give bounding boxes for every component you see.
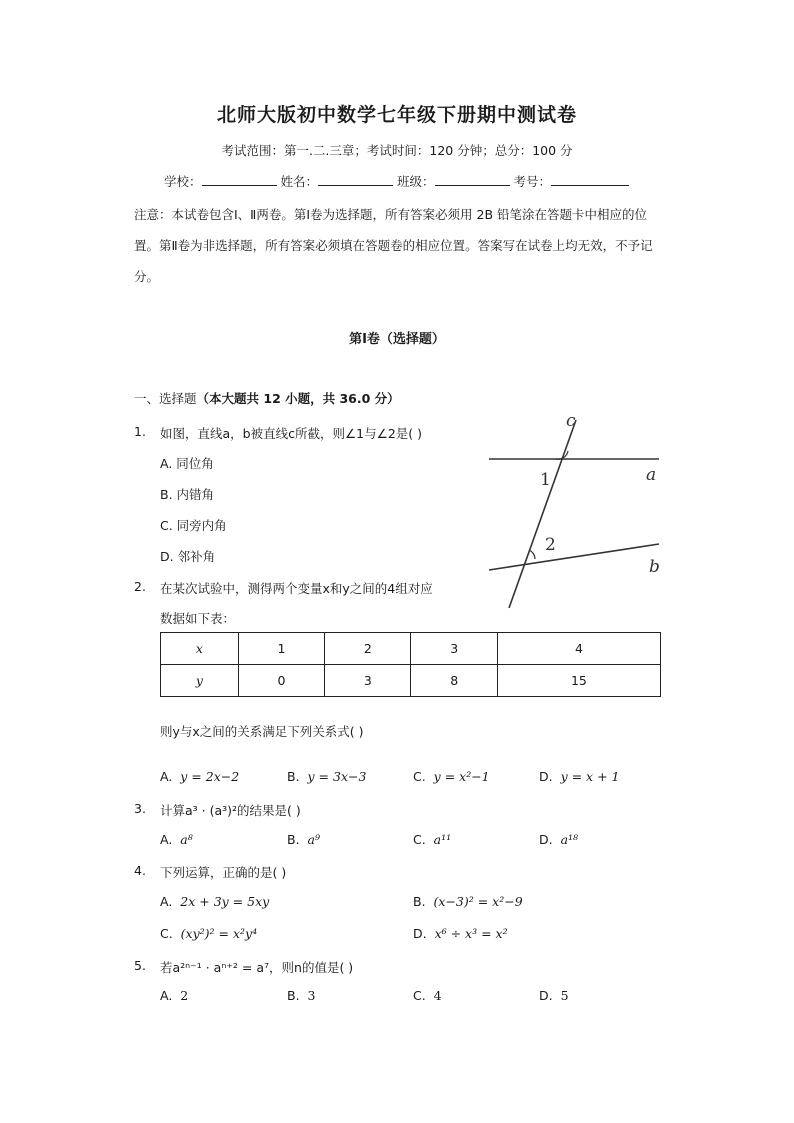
option-expr: (xy²)² = x²y⁴ <box>180 926 258 941</box>
name-blank[interactable] <box>318 173 393 186</box>
q2-text: 在某次试验中，测得两个变量x和y之间的4组对应 <box>160 581 433 596</box>
exam-title: 北师大版初中数学七年级下册期中测试卷 <box>216 104 577 126</box>
option-letter: A. <box>160 769 173 784</box>
q5-option-d[interactable] <box>539 988 569 1003</box>
table-cell: 1 <box>238 633 324 665</box>
option-letter: A. <box>160 988 173 1003</box>
q4-option-d[interactable] <box>413 926 508 941</box>
option-expr: (x−3)² = x²−9 <box>433 894 523 909</box>
q4-option-b[interactable] <box>413 894 523 909</box>
q3-text: 计算a³ · (a³)²的结果是( ) <box>160 803 301 818</box>
option-expr: y = 2x−2 <box>180 769 240 784</box>
q4-option-a[interactable] <box>160 894 269 909</box>
q1-option-c[interactable]: C. 同旁内角 <box>160 518 227 533</box>
option-expr: y = x²−1 <box>433 769 490 784</box>
label-c: c <box>566 411 576 431</box>
section-detail: （本大题共 12 小题，共 36.0 分） <box>196 391 400 406</box>
q3-option-a[interactable] <box>160 832 193 847</box>
q5-option-c[interactable] <box>413 988 442 1003</box>
class-blank[interactable] <box>435 173 510 186</box>
option-expr: 4 <box>433 988 442 1003</box>
option-letter: D. <box>539 988 553 1003</box>
option-letter: A. <box>160 832 173 847</box>
q1-text: 如图，直线a，b被直线c所截，则∠1与∠2是( ) <box>160 426 423 441</box>
table-row-x <box>161 633 661 665</box>
option-letter: B. <box>287 988 300 1003</box>
option-expr: 3 <box>307 988 316 1003</box>
option-letter: C. <box>413 988 426 1003</box>
option-expr: 5 <box>560 988 569 1003</box>
table-row-y <box>161 665 661 697</box>
table-cell: y <box>161 665 239 697</box>
angle-1-arc <box>556 451 568 459</box>
name-label: 姓名： <box>280 174 319 189</box>
table-cell: x <box>161 633 239 665</box>
option-letter: D. <box>539 832 553 847</box>
option-expr: y = 3x−3 <box>307 769 367 784</box>
q4-text: 下列运算，正确的是( ) <box>160 865 287 880</box>
option-letter: C. <box>413 769 426 784</box>
q3-number: 3. <box>134 801 146 816</box>
q4-number: 4. <box>134 863 146 878</box>
volume-title: 第Ⅰ卷（选择题） <box>349 332 445 347</box>
q1-number: 1. <box>134 424 146 439</box>
table-cell: 3 <box>411 633 497 665</box>
q5-text: 若a²ⁿ⁻¹ · aⁿ⁺² = a⁷，则n的值是( ) <box>160 960 354 975</box>
q2-option-a[interactable] <box>160 769 239 784</box>
option-expr: x⁶ ÷ x³ = x² <box>434 926 508 941</box>
class-label: 班级： <box>397 174 435 189</box>
section-heading <box>134 389 400 407</box>
option-expr: a⁸ <box>180 832 193 847</box>
q5-option-a[interactable] <box>160 988 188 1003</box>
parallel-lines-figure <box>484 408 674 613</box>
table-cell: 15 <box>497 665 660 697</box>
school-label: 学校： <box>164 174 202 189</box>
exam-subtitle: 考试范围：第一.二.三章；考试时间：120 分钟；总分：100 分 <box>221 143 573 158</box>
option-expr: a¹¹ <box>433 832 452 847</box>
exam-notice: 注意：本试卷包含Ⅰ、Ⅱ两卷。第Ⅰ卷为选择题，所有答案必须用 2B 铅笔涂在答题卡中相应的位置。第Ⅱ卷为非选择题，所有答案必须填在答题卷的相应位置。答案写在试卷上均无效，不予记分。 <box>134 207 653 284</box>
option-expr: a⁹ <box>307 832 320 847</box>
q3-option-d[interactable] <box>539 832 578 847</box>
line-b <box>489 544 659 570</box>
q2-option-c[interactable] <box>413 769 490 784</box>
table-cell: 2 <box>325 633 411 665</box>
line-c <box>509 420 576 608</box>
option-letter: A. <box>160 894 173 909</box>
q4-option-c[interactable] <box>160 926 257 941</box>
option-expr: y = x + 1 <box>560 769 620 784</box>
option-letter: B. <box>287 769 300 784</box>
table-cell: 3 <box>325 665 411 697</box>
q2-text-continued: 数据如下表： <box>160 611 236 626</box>
table-cell: 4 <box>497 633 660 665</box>
table-cell: 8 <box>411 665 497 697</box>
label-angle-2: 2 <box>545 535 556 555</box>
table-cell: 0 <box>238 665 324 697</box>
q1-option-b[interactable]: B. 内错角 <box>160 487 215 502</box>
q2-question: 则y与x之间的关系满足下列关系式( ) <box>160 724 364 739</box>
option-letter: C. <box>413 832 426 847</box>
option-letter: C. <box>160 926 173 941</box>
q2-number: 2. <box>134 579 146 594</box>
q3-option-c[interactable] <box>413 832 451 847</box>
option-letter: B. <box>287 832 300 847</box>
student-info-line <box>164 172 629 190</box>
option-expr: a¹⁸ <box>560 832 579 847</box>
option-letter: B. <box>413 894 426 909</box>
q2-option-b[interactable] <box>287 769 366 784</box>
label-b: b <box>649 557 660 577</box>
option-letter: D. <box>413 926 427 941</box>
option-expr: 2 <box>180 988 189 1003</box>
q2-option-d[interactable] <box>539 769 619 784</box>
label-a: a <box>646 465 657 485</box>
q5-number: 5. <box>134 958 146 973</box>
q1-option-d[interactable]: D. 邻补角 <box>160 549 216 564</box>
q2-data-table <box>160 632 661 697</box>
q3-option-b[interactable] <box>287 832 320 847</box>
option-letter: D. <box>539 769 553 784</box>
q1-option-a[interactable]: A. 同位角 <box>160 456 214 471</box>
number-blank[interactable] <box>551 173 629 186</box>
number-label: 考号： <box>513 174 552 189</box>
q5-option-b[interactable] <box>287 988 315 1003</box>
school-blank[interactable] <box>202 173 277 186</box>
option-expr: 2x + 3y = 5xy <box>180 894 270 909</box>
label-angle-1: 1 <box>540 470 551 490</box>
section-prefix: 一、选择题 <box>134 391 197 406</box>
